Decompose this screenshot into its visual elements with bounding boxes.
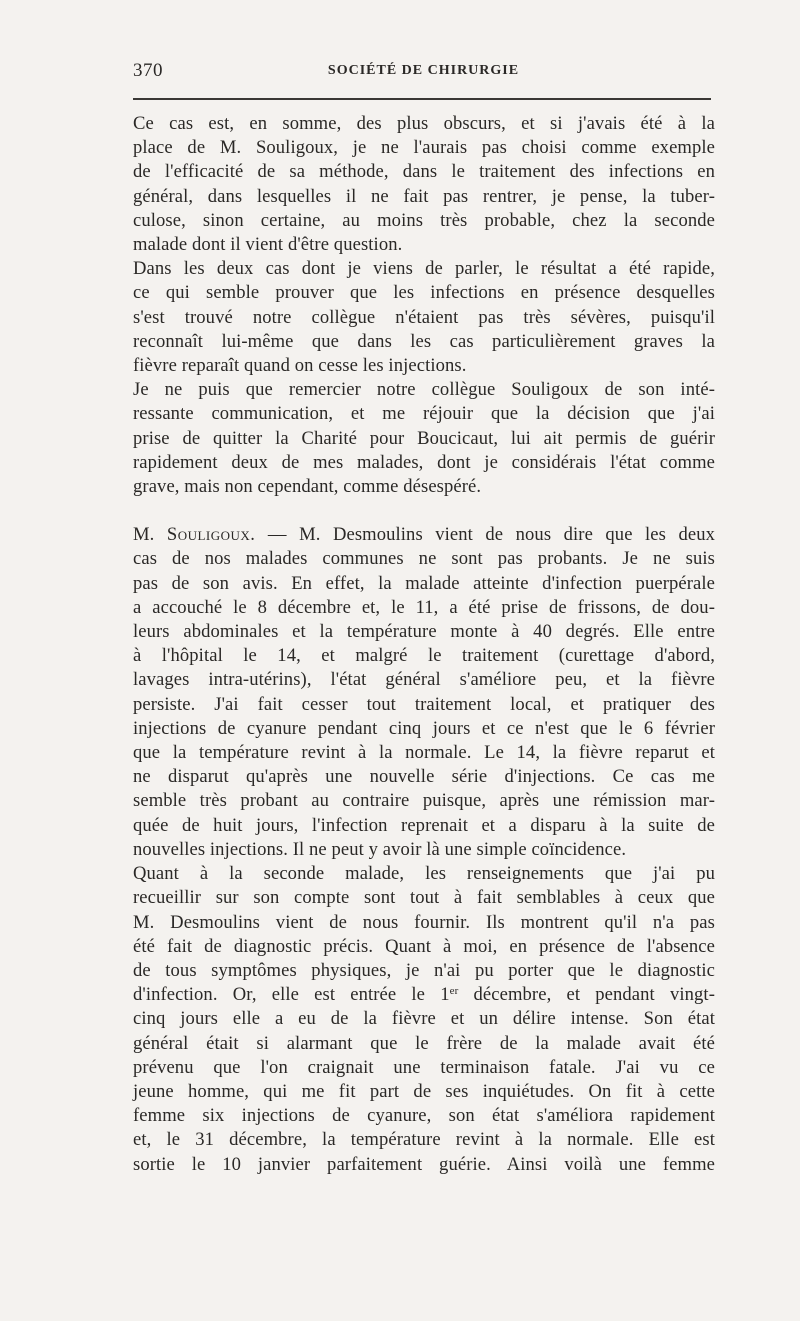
text-line: sortie le 10 janvier parfaitement guérie. Ainsi voilà une femme [133, 1153, 715, 1175]
line-segment: d'infection. Or, elle est entrée le 1 [133, 984, 450, 1006]
text-line: Je ne puis que remercier notre collègue Souligoux de son inté- [133, 379, 715, 401]
text-line: ce qui semble prouver que les infections en présence desquelles [133, 282, 715, 304]
paragraph-1 [133, 112, 715, 257]
text-line [133, 983, 715, 1007]
text-line: persiste. J'ai fait cesser tout traitement local, et pratiquer des [133, 693, 715, 715]
text-line: malade dont il vient d'être question. [133, 234, 403, 256]
text-line: femme six injections de cyanure, son état s'améliora rapidement [133, 1105, 715, 1127]
text-line: prévenu que l'on craignait une terminaison fatale. J'ai vu ce [133, 1056, 715, 1078]
text-line [133, 523, 715, 547]
body-text [133, 112, 715, 1177]
header-rule [133, 98, 711, 100]
text-line: rapidement deux de mes malades, dont je considérais l'état comme [133, 451, 715, 473]
text-line: cas de nos malades communes ne sont pas probants. Je ne suis [133, 548, 715, 570]
text-line: reconnaît lui-même que dans les cas particulièrement graves la [133, 330, 715, 352]
text-line: recueillir sur son compte sont tout à fait semblables à ceux que [133, 887, 715, 909]
text-line: de l'efficacité de sa méthode, dans le traitement des infections en [133, 161, 715, 183]
page-number: 370 [133, 60, 163, 81]
text-line: injections de cyanure pendant cinq jours et ce n'est que le 6 février [133, 717, 715, 739]
text-line: s'est trouvé notre collègue n'étaient pas très sévères, puisqu'il [133, 306, 715, 328]
paragraph-4 [133, 523, 715, 862]
text-line: M. Desmoulins vient de nous fournir. Ils montrent qu'il n'a pas [133, 911, 715, 933]
text-line: Quant à la seconde malade, les renseignements que j'ai pu [133, 863, 715, 885]
text-line: fièvre reparaît quand on cesse les injections. [133, 355, 467, 377]
text-line: été fait de diagnostic précis. Quant à moi, en présence de l'absence [133, 935, 715, 957]
speaker-prefix: M. [133, 524, 167, 546]
text-line: prise de quitter la Charité pour Boucicaut, lui ait permis de guérir [133, 427, 715, 449]
text-line: ne disparut qu'après une nouvelle série d'injections. Ce cas me [133, 766, 715, 788]
text-line: général, dans lesquelles il ne fait pas rentrer, je pense, la tuber- [133, 185, 715, 207]
text-line: leurs abdominales et la température monte à 40 degrés. Elle entre [133, 621, 715, 643]
line-segment: décembre, et pendant vingt- [458, 984, 715, 1006]
text-line: jeune homme, qui me fit part de ses inquiétudes. On fit à cette [133, 1080, 715, 1102]
text-line: à l'hôpital le 14, et malgré le traitement (curettage d'abord, [133, 645, 715, 667]
paragraph-3 [133, 378, 715, 499]
text-line: et, le 31 décembre, la température revint à la normale. Elle est [133, 1129, 715, 1151]
running-title: SOCIÉTÉ DE CHIRURGIE [327, 63, 520, 78]
text-line: place de M. Souligoux, je ne l'aurais pas choisi comme exemple [133, 137, 715, 159]
text-line: lavages intra-utérins), l'état général s'améliore peu, et la fièvre [133, 669, 715, 691]
text-line: nouvelles injections. Il ne peut y avoir là une simple coïncidence. [133, 838, 627, 860]
text-line: culose, sinon certaine, au moins très probable, chez la seconde [133, 209, 715, 231]
paragraph-gap [133, 499, 715, 523]
text-line: quée de huit jours, l'infection reprenait et a disparu à la suite de [133, 814, 715, 836]
text-line: pas de son avis. En effet, la malade atteinte d'infection puerpérale [133, 572, 715, 594]
text-line: ressante communication, et me réjouir que la décision que j'ai [133, 403, 715, 425]
text-line: semble très probant au contraire puisque, après une rémission mar- [133, 790, 715, 812]
text-line: que la température revint à la normale. Le 14, la fièvre reparut et [133, 742, 715, 764]
page-header [133, 60, 714, 88]
speaker-line-rest: — M. Desmoulins vient de nous dire que les deux [255, 524, 715, 546]
text-line: a accouché le 8 décembre et, le 11, a été prise de frissons, de dou- [133, 596, 715, 618]
text-line: Ce cas est, en somme, des plus obscurs, et si j'avais été à la [133, 113, 715, 134]
text-line: cinq jours elle a eu de la fièvre et un délire intense. Son état [133, 1008, 715, 1030]
text-line: Dans les deux cas dont je viens de parler, le résultat a été rapide, [133, 258, 715, 280]
text-line: général était si alarmant que le frère de la malade avait été [133, 1032, 715, 1054]
speaker-name: Souligoux. [166, 524, 256, 546]
text-line: grave, mais non cependant, comme désespéré. [133, 476, 482, 498]
paragraph-2 [133, 257, 715, 378]
ordinal-superscript: er [449, 985, 459, 998]
text-line: de tous symptômes physiques, je n'ai pu porter que le diagnostic [133, 959, 715, 981]
paragraph-5 [133, 862, 715, 1177]
